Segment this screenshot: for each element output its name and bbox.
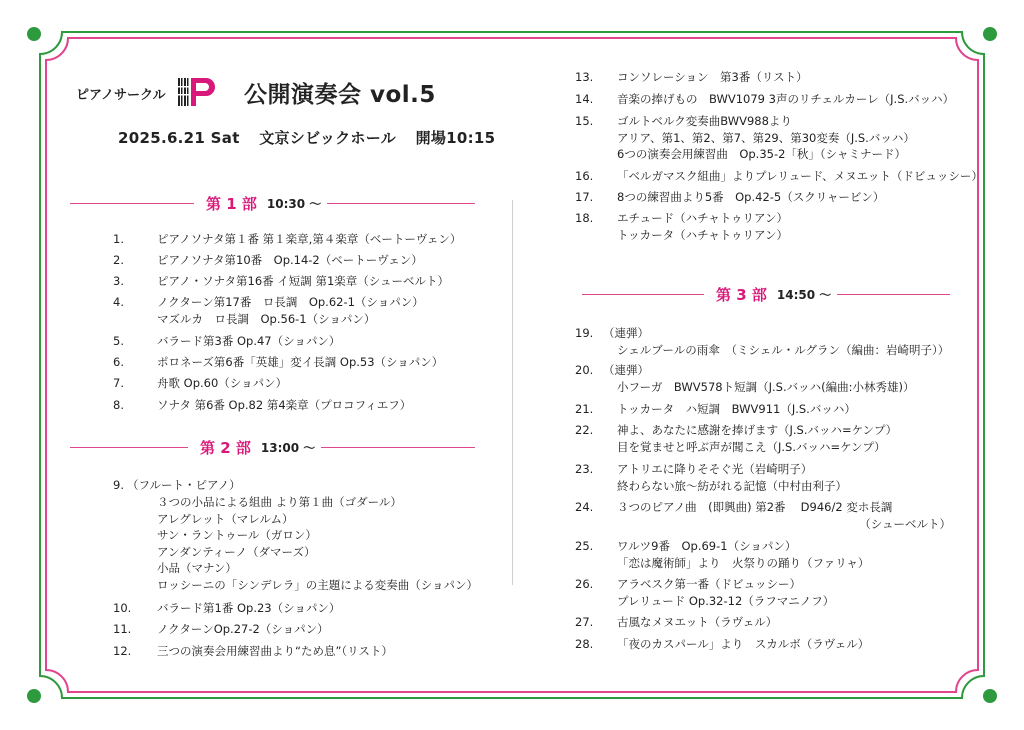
item-title: ゴルトベルク変奏曲BWV988より [617,114,792,128]
item-number: 27. [575,615,594,629]
item-title: ３つのピアノ曲 (即興曲) 第2番 D946/2 変ホ長調 [617,500,893,514]
item-number: 17. [575,190,594,204]
column-divider [512,200,513,585]
item-number: 21. [575,402,594,416]
part-name: 第 1 部 [206,195,257,213]
item-number: 7. [113,376,124,390]
part-time: 13:00 〜 [260,441,316,455]
item-title: 三つの演奏会用練習曲より“ため息”（リスト） [157,644,393,658]
event-open-time: 開場10:15 [415,129,496,147]
item-title: トッカータ ハ短調 BWV911（J.S.バッハ） [617,402,856,416]
item-title: アラベスク第一番（ドビュッシー） [617,577,801,591]
item-number: 3. [113,274,124,288]
item-title: ピアノソナタ第10番 Op.14-2（ベートーヴェン） [157,253,423,267]
item-number: 9. [113,478,124,492]
item-title: シェルブールの雨傘 （ミシェル・ルグラン（編曲：岩崎明子）） [617,343,950,357]
item-number: 24. [575,500,594,514]
heading-rule [70,447,188,448]
heading-rule [321,447,475,448]
item-title: 舟歌 Op.60（ショパン） [157,376,288,390]
item-number: 23. [575,462,594,476]
item-title: バラード第3番 Op.47（ショパン） [157,334,341,348]
item-number: 6. [113,355,124,369]
item-number: 4. [113,295,124,309]
item-number: 16. [575,169,594,183]
item-number: 12. [113,644,132,658]
item-number: 20. [575,363,594,377]
item-title: アトリエに降りそそぐ光（岩崎明子） [617,462,813,476]
item-title: ノクターンOp.27-2（ショパン） [157,622,329,636]
item-number: 15. [575,114,594,128]
page-title: 公開演奏会 vol.5 [244,82,436,108]
heading-rule [582,294,704,295]
item-title: エチュード（ハチャトゥリアン） [617,211,789,225]
item-ensemble: （連弾） [603,363,649,377]
part-name: 第 3 部 [716,286,767,304]
part2-heading [70,437,475,458]
item-number: 5. [113,334,124,348]
item-number: 18. [575,211,594,225]
item-title: ノクターン第17番 ロ長調 Op.62-1（ショパン） [157,295,424,309]
item-number: 19. [575,326,594,340]
part-name: 第 2 部 [200,439,251,457]
item-number: 1. [113,232,124,246]
item-title: 6つの演奏会用練習曲 Op.35-2「秋」（シャミナード） [617,147,906,161]
item-title: ３つの小品による組曲 より第１曲（ゴダール） [157,495,402,509]
item-title: バラード第1番 Op.23（ショパン） [157,601,341,615]
circle-name: ピアノサークル [76,88,166,103]
item-number: 25. [575,539,594,553]
item-title: 音楽の捧げもの BWV1079 3声のリチェルカーレ（J.S.バッハ） [617,92,955,106]
item-number: 11. [113,622,132,636]
item-title: 古風なメヌエット（ラヴェル） [617,615,778,629]
event-date: 2025.6.21 Sat [118,129,240,147]
item-title: ピアノソナタ第１番 第１楽章,第４楽章（ベートーヴェン） [157,232,462,246]
event-info [118,127,509,148]
part-time: 14:50 〜 [776,288,832,302]
item-number: 22. [575,423,594,437]
item-title: 小フーガ BWV578ト短調（J.S.バッハ(編曲:小林秀雄)） [617,380,915,394]
item-ensemble: （連弾） [603,326,649,340]
item-title: 「夜のカスパール」より スカルボ（ラヴェル） [617,637,870,651]
item-title: ワルツ9番 Op.69-1（ショパン） [617,539,797,553]
item-title: ソナタ 第6番 Op.82 第4楽章（プロコフィエフ） [157,398,412,412]
item-title: ポロネーズ第6番「英雄」変イ長調 Op.53（ショパン） [157,355,444,369]
item-composer: （シューベルト） [859,516,951,531]
item-title: サン・ラントゥール（ガロン） [157,528,317,542]
item-title: 神よ、あなたに感謝を捧げます（J.S.バッハ=ケンプ） [617,423,898,437]
item-title: アレグレット（マレルム） [157,511,294,526]
item-number: 26. [575,577,594,591]
heading-rule [70,203,194,204]
item-title: アリア、第1、第2、第7、第29、第30変奏（J.S.バッハ） [617,130,915,145]
part1-heading [70,193,475,214]
item-title: プレリュード Op.32-12（ラフマニノフ） [617,593,835,608]
item-title: 「ベルガマスク組曲」よりプレリュード、メヌエット（ドビュッシー） [617,169,983,183]
item-title: トッカータ（ハチャトゥリアン） [617,227,789,242]
item-title: 終わらない旅〜紡がれる記憶（中村由利子） [617,478,847,493]
part-time: 10:30 〜 [266,197,322,211]
item-title: 目を覚ませと呼ぶ声が聞こえ（J.S.バッハ=ケンプ） [617,439,886,454]
item-number: 28. [575,637,594,651]
event-venue: 文京シビックホール [259,129,397,147]
item-title: コンソレーション 第3番（リスト） [617,70,808,84]
heading-rule [837,294,950,295]
piano-logo-icon [178,76,220,108]
item-number: 10. [113,601,132,615]
item-number: 13. [575,70,594,84]
heading-rule [327,203,475,204]
item-title: 「恋は魔術師」より 火祭りの踊り（ファリャ） [617,555,870,570]
item-title: ピアノ・ソナタ第16番 イ短調 第1楽章（シューベルト） [157,274,450,288]
item-title: マズルカ ロ長調 Op.56-1（ショパン） [157,311,376,326]
item-number: 14. [575,92,594,106]
item-title: アンダンティーノ（ダマーズ） [157,544,316,559]
item-ensemble: （フルート・ピアノ） [127,478,241,492]
item-title: 小品（マナン） [157,561,237,575]
item-title: ロッシーニの「シンデレラ」の主題による変奏曲（ショパン） [157,577,479,592]
item-title: 8つの練習曲より5番 Op.42-5（スクリャービン） [617,190,885,204]
item-number: 8. [113,398,124,412]
item-number: 2. [113,253,124,267]
part3-heading [582,284,950,305]
